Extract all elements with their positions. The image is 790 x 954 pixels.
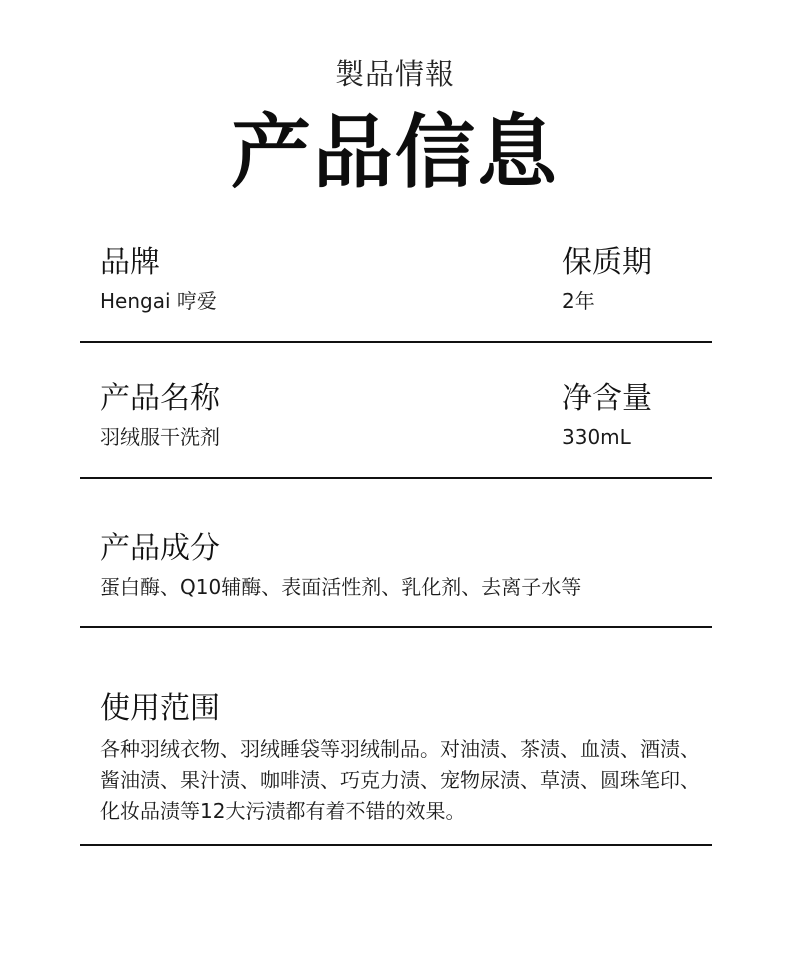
page-subtitle: 製品情報 xyxy=(334,57,455,91)
divider xyxy=(80,341,712,343)
info-row-ingredients xyxy=(80,530,712,610)
info-row-usage xyxy=(80,690,712,830)
product-name-label: 产品名称 xyxy=(100,381,220,416)
info-row-brand-shelf-life xyxy=(80,244,712,324)
divider xyxy=(80,844,712,846)
brand-field xyxy=(100,244,217,316)
product-name-field xyxy=(100,380,220,452)
ingredients-value: 蛋白酶、Q10辅酶、表面活性剂、乳化剂、去离子水等 xyxy=(100,575,582,599)
usage-field xyxy=(100,690,712,827)
product-name-value: 羽绒服干洗剂 xyxy=(100,425,220,449)
divider xyxy=(80,477,712,479)
divider xyxy=(80,626,712,628)
page-title: 产品信息 xyxy=(231,106,559,199)
info-row-product-name-net-content xyxy=(80,380,712,460)
usage-label: 使用范围 xyxy=(100,691,220,726)
usage-value: 各种羽绒衣物、羽绒睡袋等羽绒制品。对油渍、茶渍、血渍、酒渍、酱油渍、果汁渍、咖啡渍、巧克力渍、宠物尿渍、草渍、圆珠笔印、化妆品渍等12大污渍都有着不错的效果。 xyxy=(100,737,700,823)
brand-label: 品牌 xyxy=(100,245,160,280)
net-content-value: 330mL xyxy=(562,425,631,449)
shelf-life-label: 保质期 xyxy=(562,245,652,280)
shelf-life-value: 2年 xyxy=(562,289,595,313)
ingredients-field xyxy=(100,530,712,602)
shelf-life-field xyxy=(562,244,652,316)
net-content-field xyxy=(562,380,652,452)
ingredients-label: 产品成分 xyxy=(100,531,220,566)
brand-value: Hengai 哼爱 xyxy=(100,289,217,313)
net-content-label: 净含量 xyxy=(562,381,652,416)
